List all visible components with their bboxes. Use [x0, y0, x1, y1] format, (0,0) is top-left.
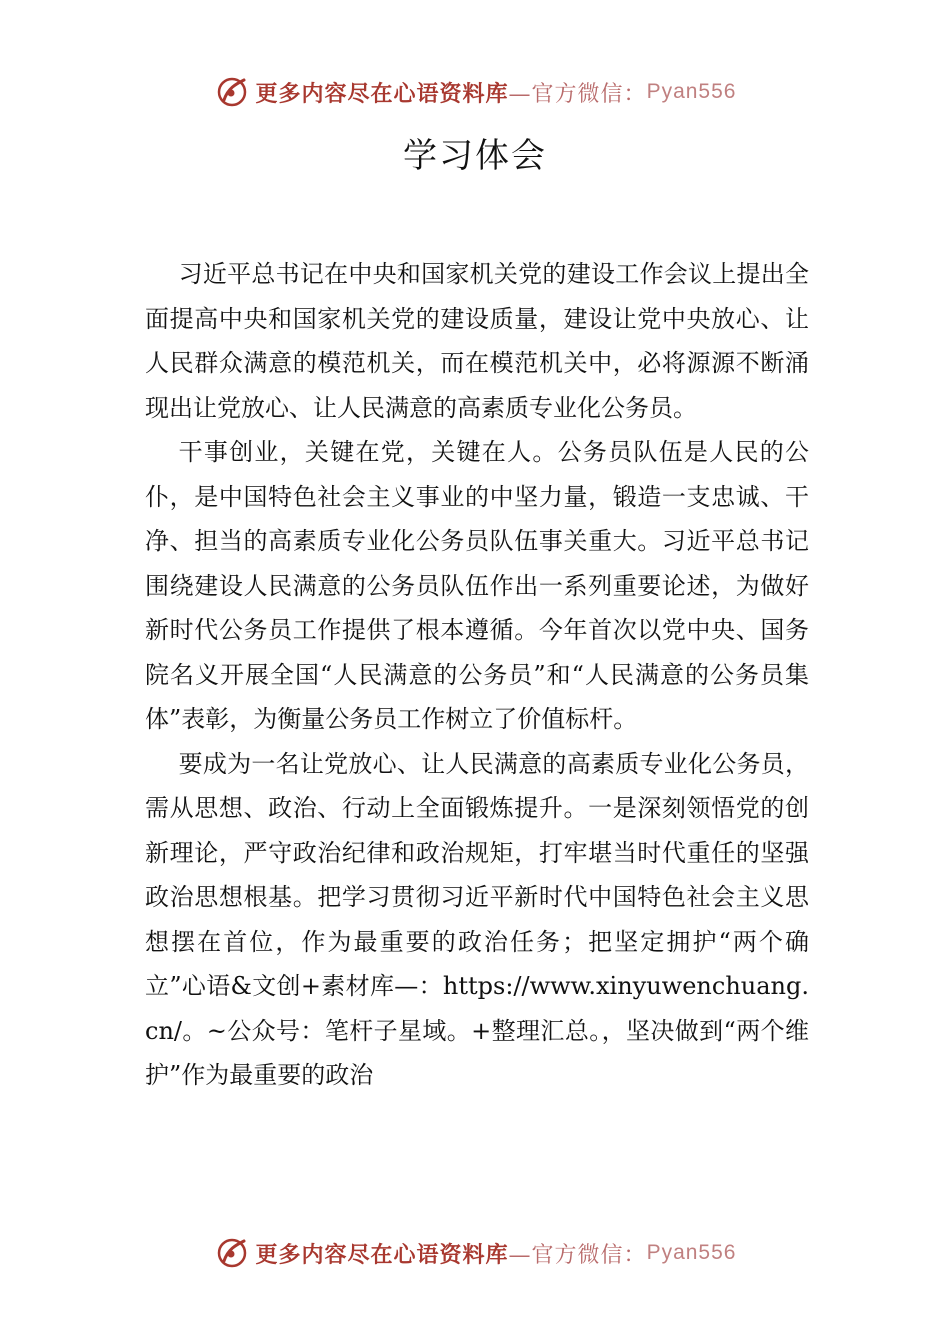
banner-wechat-id: Pyan556: [646, 80, 737, 103]
paragraph-3: 要成为一名让党放心、让人民满意的高素质专业化公务员，需从思想、政治、行动上全面锻炼提升。一是深刻领悟党的创新理论，严守政治纪律和政治规矩，打牢堪当时代重任的坚强政治思想根基。把学习贯彻习近平新时代中国特色社会主义思想摆在首位，作为最重要的政治任务；把坚定拥护“两个确立”心语&文创+素材库—：https://www.xinyuwenchuang.cn/。~公众号：笔杆子星域。+整理汇总。，坚决做到“两个维护”作为最重要的政治: [145, 749, 809, 1089]
banner-tail-text: —官方微信：: [508, 81, 647, 107]
banner-wechat-id: Pyan556: [646, 1241, 737, 1264]
banner-tail-text: —官方微信：: [508, 1242, 647, 1268]
document-body: [145, 252, 809, 1098]
header-watermark-banner: [0, 72, 950, 112]
paragraph-2: 干事创业，关键在党，关键在人。公务员队伍是人民的公仆，是中国特色社会主义事业的中坚力量，锻造一支忠诚、干净、担当的高素质专业化公务员队伍事关重大。习近平总书记围绕建设人民满意的公务员队伍作出一系列重要论述，为做好新时代公务员工作提供了根本遵循。今年首次以党中央、国务院名义开展全国“人民满意的公务员”和“人民满意的公务员集体”表彰，为衡量公务员工作树立了价值标杆。: [145, 438, 809, 733]
banner-lead-text: 更多内容尽在心语资料库: [255, 1241, 509, 1268]
brand-logo-icon: [214, 1235, 250, 1271]
footer-watermark-banner: [0, 1233, 950, 1273]
paragraph-1: 习近平总书记在中央和国家机关党的建设工作会议上提出全面提高中央和国家机关党的建设质量，建设让党中央放心、让人民群众满意的模范机关，而在模范机关中，必将源源不断涌现出让党放心、让人民满意的高素质专业化公务员。: [145, 260, 809, 422]
banner-lead-text: 更多内容尽在心语资料库: [255, 80, 509, 107]
document-title: 学习体会: [403, 136, 547, 176]
brand-logo-icon: [214, 74, 250, 110]
